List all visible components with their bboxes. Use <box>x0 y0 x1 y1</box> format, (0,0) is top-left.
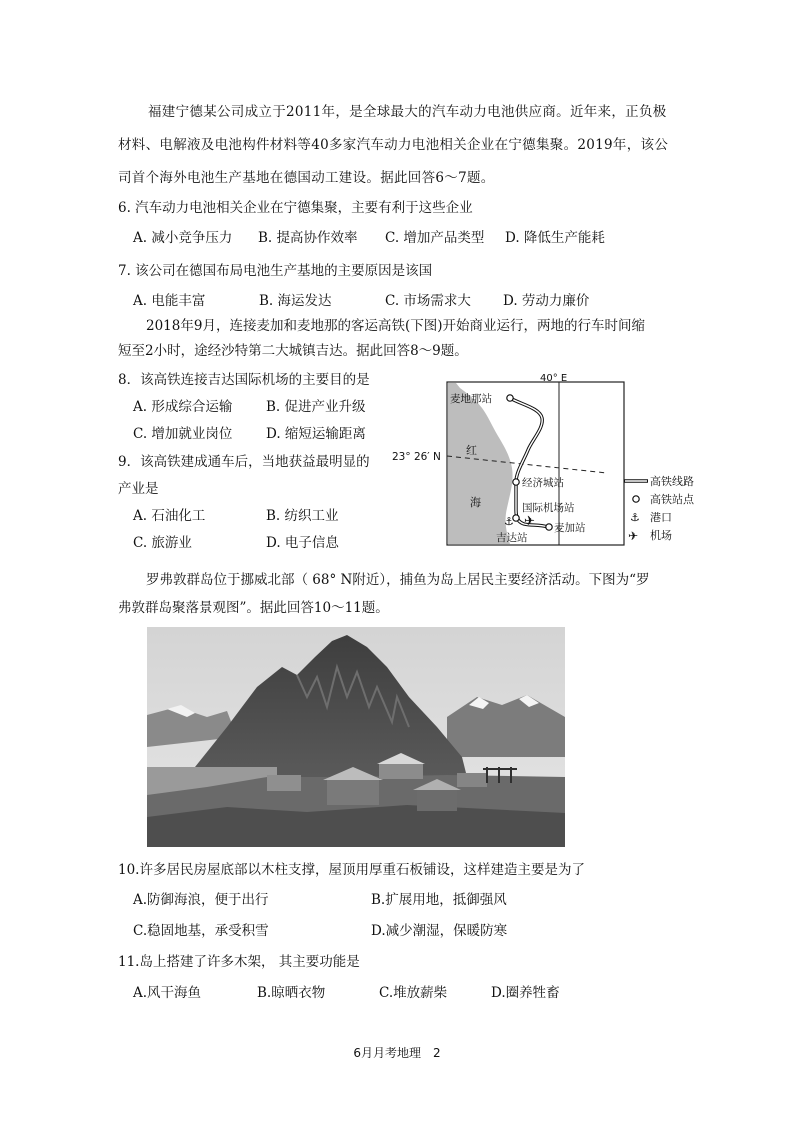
question-9-options-row1 <box>133 506 339 526</box>
passage-railway-line2: 短至2小时，途经沙特第二大城镇吉达。据此回答8～9题。 <box>118 343 468 359</box>
option-c: C. 增加产品类型 <box>385 230 485 246</box>
option-a: A. 形成综合运输 <box>133 399 233 415</box>
option-c: C. 市场需求大 <box>385 293 471 309</box>
question-6-options <box>133 228 605 248</box>
question-7: 7. 该公司在德国布局电池生产基地的主要原因是该国 <box>118 263 433 279</box>
question-6: 6. 汽车动力电池相关企业在宁德集聚，主要有利于这些企业 <box>118 200 473 216</box>
option-a: A.防御海浪，便于出行 <box>133 892 269 908</box>
passage-battery <box>118 96 678 195</box>
option-d: D.圈养牲畜 <box>491 985 560 1001</box>
passage-line: 材料、电解液及电池构件材料等40多家汽车动力电池相关企业在宁德集聚。2019年，该公 <box>118 137 669 153</box>
option-b: B. 海运发达 <box>259 293 332 309</box>
lofoten-settlement-photo <box>147 627 565 847</box>
question-9-options-row2 <box>133 533 339 553</box>
option-d: D. 劳动力廉价 <box>503 293 590 309</box>
question-9-line1: 9．该高铁建成通车后，当地获益最明显的 <box>118 454 370 470</box>
question-11-options <box>133 983 560 1003</box>
option-b: B. 纺织工业 <box>266 508 339 524</box>
question-8-options-row2 <box>133 424 366 444</box>
passage-line: 司首个海外电池生产基地在德国动工建设。据此回答6～7题。 <box>118 170 495 186</box>
legend-port: 港口 <box>650 511 672 524</box>
passage-line: 2018年9月，连接麦加和麦地那的客运高铁(下图)开始商业运行，两地的行车时间缩 <box>146 318 645 334</box>
sea-label-2: 海 <box>470 496 481 509</box>
option-a: A.风干海鱼 <box>133 985 202 1001</box>
station-mecca-dot <box>546 524 552 530</box>
legend-station: 高铁站点 <box>650 493 694 506</box>
option-b: B. 促进产业升级 <box>266 399 366 415</box>
question-10: 10.许多居民房屋底部以木柱支撑，屋顶用厚重石板铺设，这样建造主要是为了 <box>118 862 585 878</box>
passage-line: 罗弗敦群岛位于挪威北部（ 68° N附近），捕鱼为岛上居民主要经济活动。下图为“罗 <box>146 572 650 588</box>
passage-line: 福建宁德某公司成立于2011年，是全球最大的汽车动力电池供应商。近年来，正负极 <box>148 104 667 120</box>
option-d: D.减少潮湿，保暖防寒 <box>371 923 508 939</box>
option-a: A. 石油化工 <box>133 508 206 524</box>
station-airport-label: 国际机场站 <box>522 502 575 514</box>
legend-airport: 机场 <box>650 529 672 542</box>
question-9-line2: 产业是 <box>118 481 159 497</box>
option-d: D. 降低生产能耗 <box>505 230 605 246</box>
landscape-illustration <box>147 627 565 847</box>
passage-railway-line1 <box>118 316 645 336</box>
option-c: C. 旅游业 <box>133 535 192 551</box>
legend-airplane-icon: ✈ <box>628 529 639 543</box>
station-econ-city-label: 经济城站 <box>522 477 564 489</box>
legend-anchor-icon: ⚓ <box>630 511 640 524</box>
passage-lofoten-line2: 弗敦群岛聚落景观图”。据此回答10～11题。 <box>118 600 389 616</box>
station-medina-label: 麦地那站 <box>450 393 492 405</box>
legend-rail: 高铁线路 <box>650 475 694 488</box>
station-econ-city-dot <box>513 479 519 485</box>
station-medina-dot <box>507 395 513 401</box>
question-7-options <box>133 291 589 311</box>
question-8: 8．该高铁连接吉达国际机场的主要目的是 <box>118 372 370 388</box>
airplane-icon: ✈ <box>524 514 535 529</box>
legend-station-icon <box>633 496 639 502</box>
anchor-icon: ⚓ <box>504 515 514 528</box>
passage-lofoten-line1 <box>118 570 649 590</box>
option-c: C.稳固地基，承受积雪 <box>133 923 269 939</box>
option-b: B. 提高协作效率 <box>258 230 358 246</box>
railway-map <box>392 370 714 548</box>
question-10-options-row1 <box>133 890 507 910</box>
option-d: D. 电子信息 <box>266 535 339 551</box>
option-a: A. 减小竞争压力 <box>133 230 233 246</box>
sea-label-1: 红 <box>466 444 477 457</box>
option-b: B.扩展用地，抵御强风 <box>371 892 507 908</box>
question-10-options-row2 <box>133 921 507 941</box>
question-8-options-row1 <box>133 397 366 417</box>
station-jeddah-label: 吉达站 <box>496 532 528 544</box>
lat-label: 23° 26′ N <box>392 451 441 463</box>
map-legend <box>624 474 695 543</box>
option-d: D. 缩短运输距离 <box>266 426 366 442</box>
question-11: 11.岛上搭建了许多木架， 其主要功能是 <box>118 954 360 970</box>
option-b: B.晾晒衣物 <box>257 985 326 1001</box>
option-c: C. 增加就业岗位 <box>133 426 233 442</box>
lon-label: 40° E <box>540 373 568 384</box>
option-c: C.堆放薪柴 <box>379 985 448 1001</box>
option-a: A. 电能丰富 <box>133 293 206 309</box>
station-mecca-label: 麦加站 <box>554 522 586 534</box>
page-footer: 6月月考地理 2 <box>353 1046 441 1060</box>
